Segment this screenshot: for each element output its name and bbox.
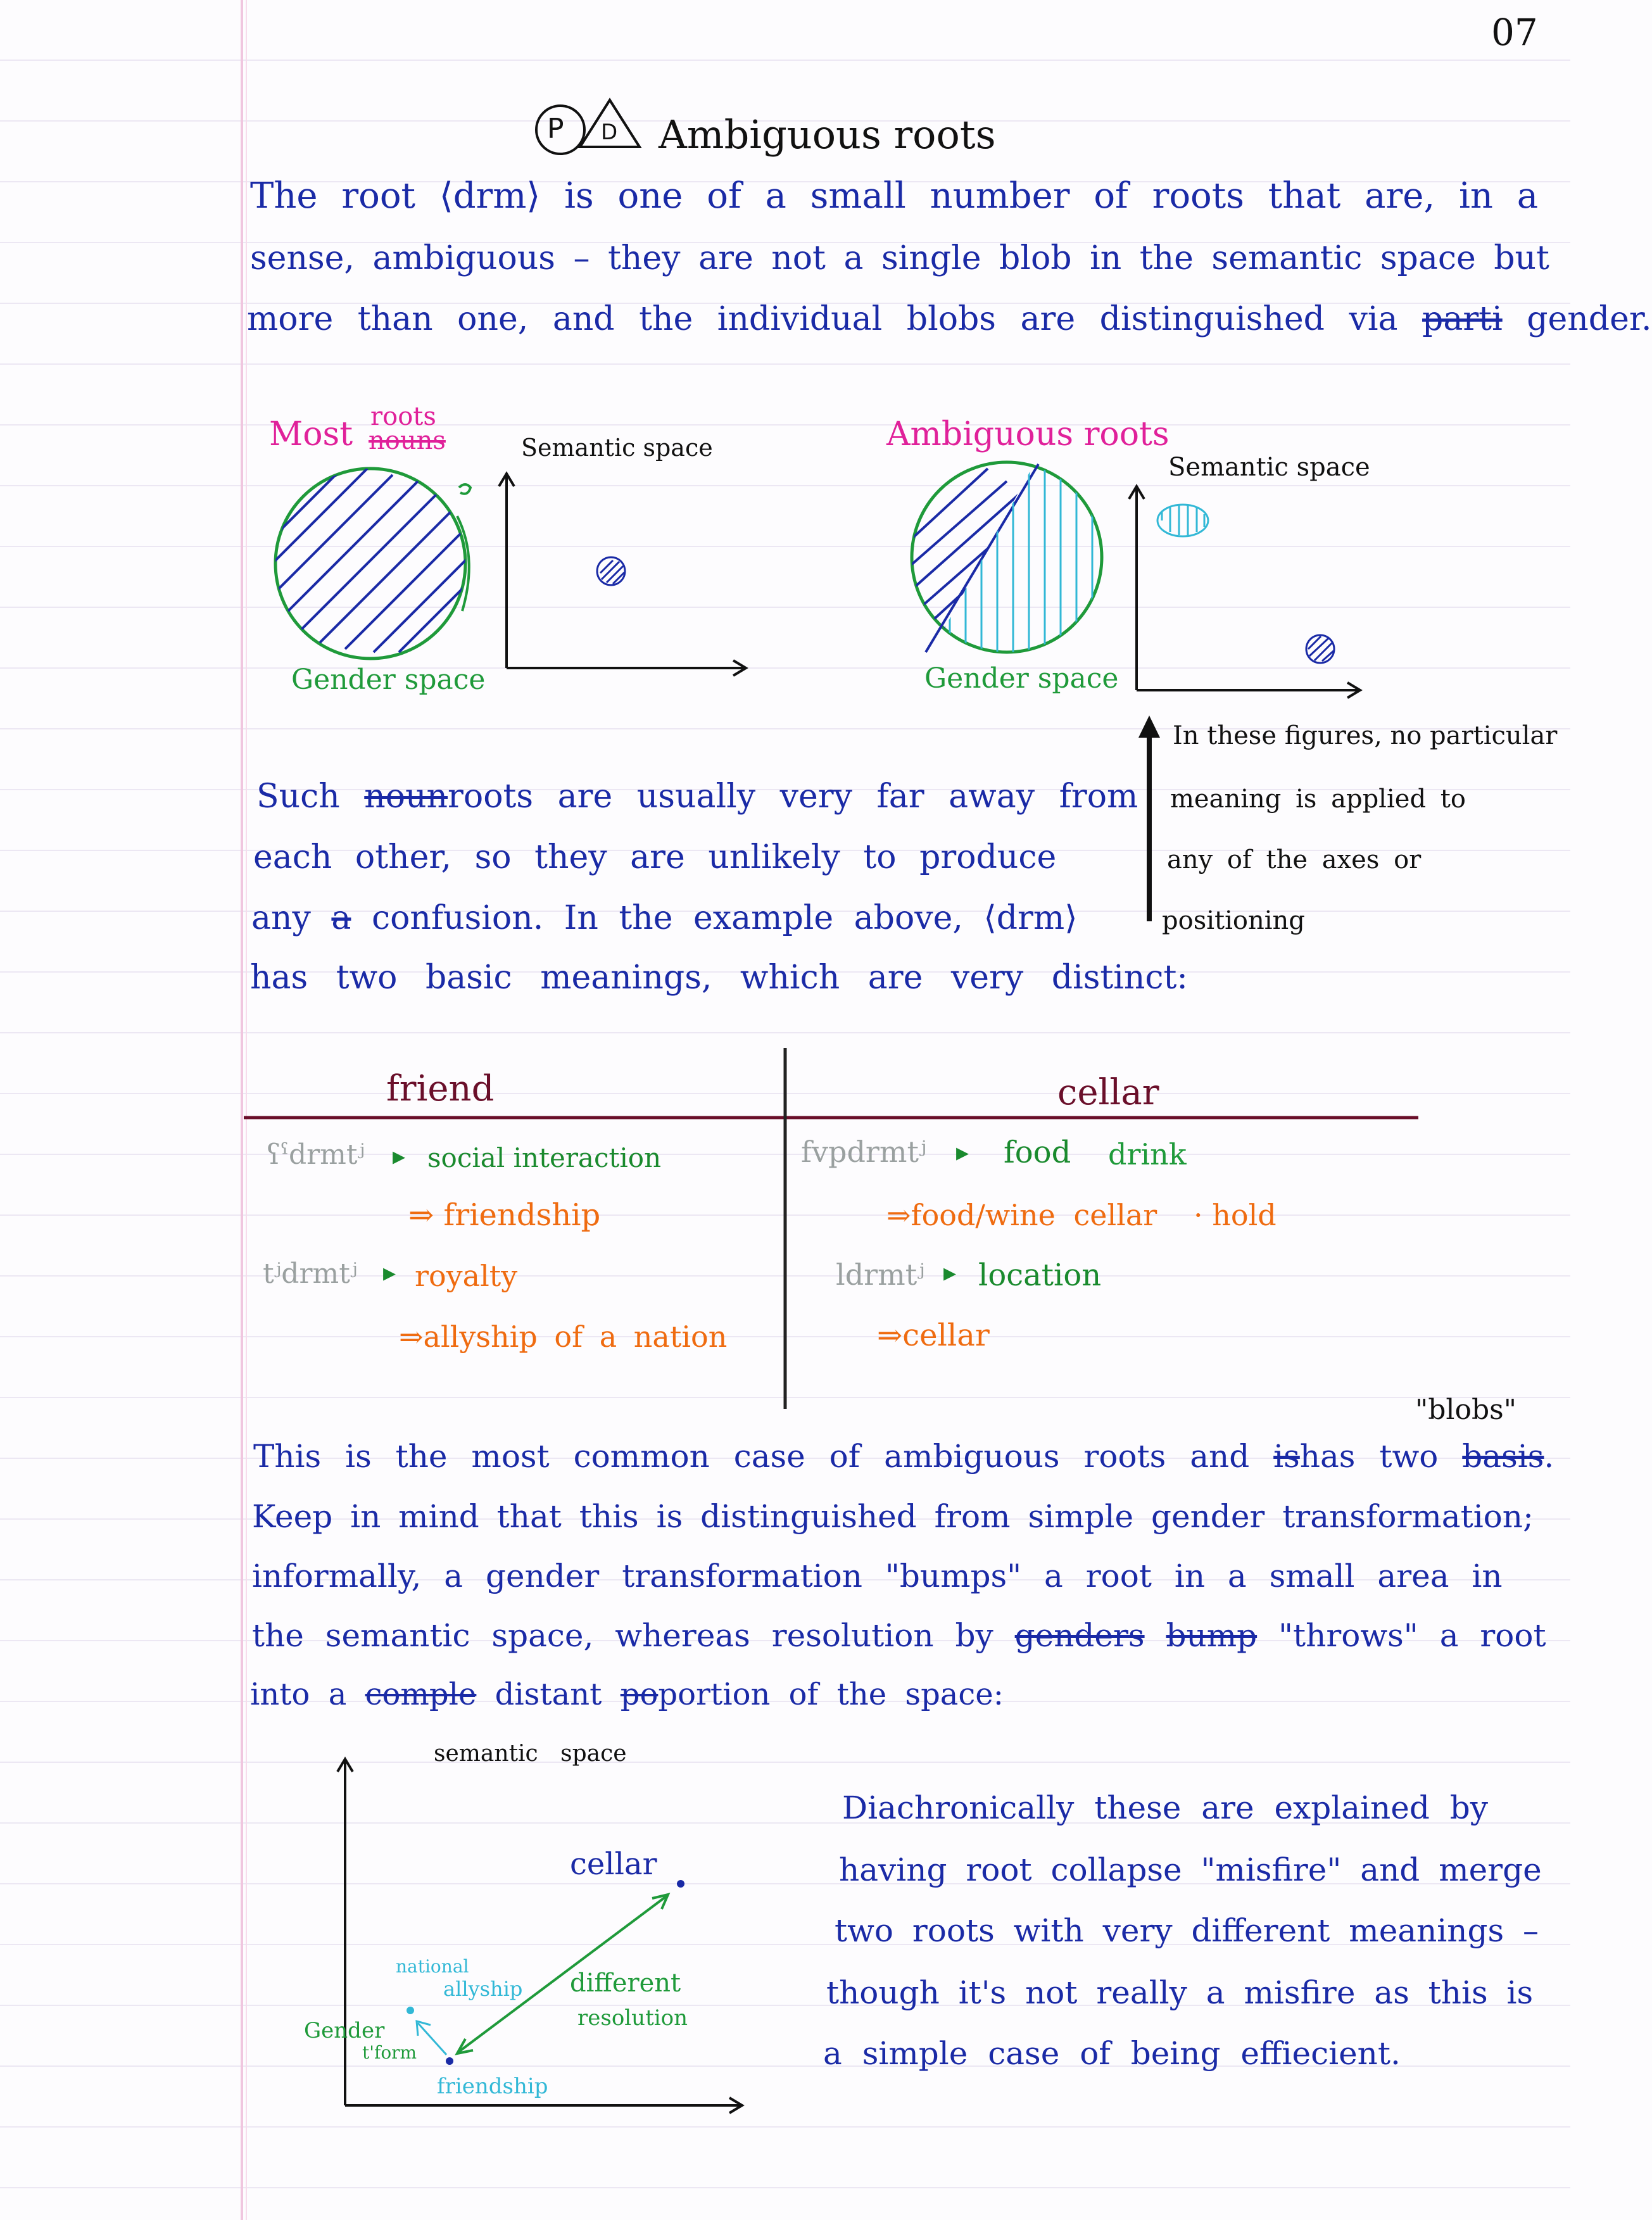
side-note-line-2: meaning is applied to bbox=[1170, 785, 1466, 814]
fig-bottom-semantic-space: semantic space bbox=[434, 1741, 627, 1767]
fig-bottom-different: different bbox=[570, 1969, 681, 1998]
struck-word: noun bbox=[364, 778, 448, 816]
side-note-line-3: any of the axes or bbox=[1167, 845, 1422, 874]
para2-line-3: any a confusion. In the example above, ⟨drm⟩ bbox=[251, 899, 1078, 937]
intro-line-2: sense, ambiguous – they are not a single blob in the semantic space but bbox=[250, 239, 1549, 277]
fig-bottom-cellar: cellar bbox=[570, 1846, 657, 1882]
struck-word: is bbox=[1273, 1438, 1300, 1475]
fig-bottom-tform-label: t'form bbox=[362, 2042, 417, 2063]
side-note-line-4: positioning bbox=[1162, 906, 1305, 935]
fig-right-semantic-space: Semantic space bbox=[1168, 453, 1370, 482]
row-form: ʕˤdrmtʲ bbox=[266, 1138, 365, 1171]
struck-word: comple bbox=[365, 1677, 477, 1712]
intro-line-1: The root ⟨drm⟩ is one of a small number of roots that are, in a bbox=[250, 175, 1539, 217]
para4-line-4: though it's not really a misfire as this is bbox=[826, 1974, 1534, 2011]
para2-line-1: Such nounroots are usually very far away from bbox=[256, 778, 1138, 816]
struck-word: parti bbox=[1422, 300, 1503, 338]
para4-line-3: two roots with very different meanings – bbox=[835, 1912, 1539, 1949]
fig-bottom-gender-label: Gender bbox=[304, 2018, 385, 2043]
fig-bottom-friendship: friendship bbox=[437, 2074, 548, 2099]
struck-word: po bbox=[620, 1677, 659, 1712]
row-gloss: location bbox=[978, 1258, 1102, 1293]
struck-word: basis bbox=[1462, 1438, 1544, 1475]
para3-line-4: the semantic space, whereas resolution by genders bump "throws" a root bbox=[252, 1617, 1546, 1654]
struck-word: bump bbox=[1166, 1617, 1258, 1654]
para4-line-5: a simple case of being effiecient. bbox=[823, 2035, 1401, 2072]
heading-circle-letter: P bbox=[547, 113, 564, 145]
row-result: ⇒ friendship bbox=[408, 1197, 601, 1233]
row-form: ldrmtʲ bbox=[836, 1258, 925, 1292]
row-result: ⇒allyship of a nation bbox=[399, 1320, 728, 1354]
row-gloss-2: drink bbox=[1108, 1137, 1187, 1171]
para4-line-2: having root collapse "misfire" and merge bbox=[839, 1851, 1542, 1888]
para4-line-1: Diachronically these are explained by bbox=[842, 1789, 1488, 1826]
fig-right-label: Ambiguous roots bbox=[886, 415, 1170, 453]
arrow-icon: ▸ bbox=[383, 1258, 396, 1287]
fig-left-label-nouns-struck: nouns bbox=[369, 426, 446, 455]
para3-line-5: into a comple distant poportion of the space: bbox=[250, 1677, 1004, 1712]
page-title: Ambiguous roots bbox=[659, 111, 996, 158]
fig-left-label-roots: roots bbox=[370, 402, 436, 431]
fig-bottom-national: national bbox=[396, 1956, 469, 1977]
row-form: tʲdrmtʲ bbox=[263, 1258, 358, 1290]
fig-left-semantic-space: Semantic space bbox=[521, 434, 713, 462]
arrow-icon: ▸ bbox=[393, 1142, 406, 1171]
row-gloss: royalty bbox=[415, 1259, 518, 1293]
struck-word: genders bbox=[1014, 1617, 1145, 1654]
struck-word: a bbox=[331, 899, 351, 937]
table-header-friend: friend bbox=[386, 1068, 495, 1109]
row-gloss: food bbox=[1004, 1135, 1071, 1170]
fig-left-gender-space: Gender space bbox=[291, 664, 486, 696]
para2-line-4: has two basic meanings, which are very distinct: bbox=[250, 959, 1188, 997]
fig-right-gender-space: Gender space bbox=[924, 662, 1119, 695]
fig-bottom-resolution: resolution bbox=[577, 2005, 688, 2031]
side-note-line-1: In these figures, no particular bbox=[1173, 721, 1558, 750]
row-extra: · hold bbox=[1194, 1198, 1277, 1232]
row-form: fvpdrmtʲ bbox=[801, 1135, 927, 1169]
blobs-note: "blobs" bbox=[1415, 1394, 1516, 1426]
para2-line-2: each other, so they are unlikely to produce bbox=[253, 838, 1057, 876]
table-header-cellar: cellar bbox=[1057, 1072, 1159, 1113]
para3-line-1: This is the most common case of ambiguous roots and ishas two basis. bbox=[253, 1438, 1554, 1475]
fig-bottom-allyship: allyship bbox=[443, 1977, 523, 2001]
para3-line-2: Keep in mind that this is distinguished from simple gender transformation; bbox=[252, 1498, 1534, 1535]
row-result: ⇒food/wine cellar bbox=[886, 1198, 1157, 1232]
fig-left-label-most: Most bbox=[269, 415, 353, 453]
heading-triangle-letter: D bbox=[601, 120, 618, 145]
arrow-icon: ▸ bbox=[956, 1138, 969, 1167]
page-number: 07 bbox=[1491, 11, 1538, 54]
intro-line-3: more than one, and the individual blobs are distinguished via parti gender. bbox=[247, 300, 1652, 338]
row-gloss: social interaction bbox=[427, 1142, 662, 1173]
row-result: ⇒cellar bbox=[877, 1318, 990, 1353]
arrow-icon: ▸ bbox=[943, 1258, 957, 1287]
para3-line-3: informally, a gender transformation "bumps" a root in a small area in bbox=[252, 1558, 1503, 1594]
